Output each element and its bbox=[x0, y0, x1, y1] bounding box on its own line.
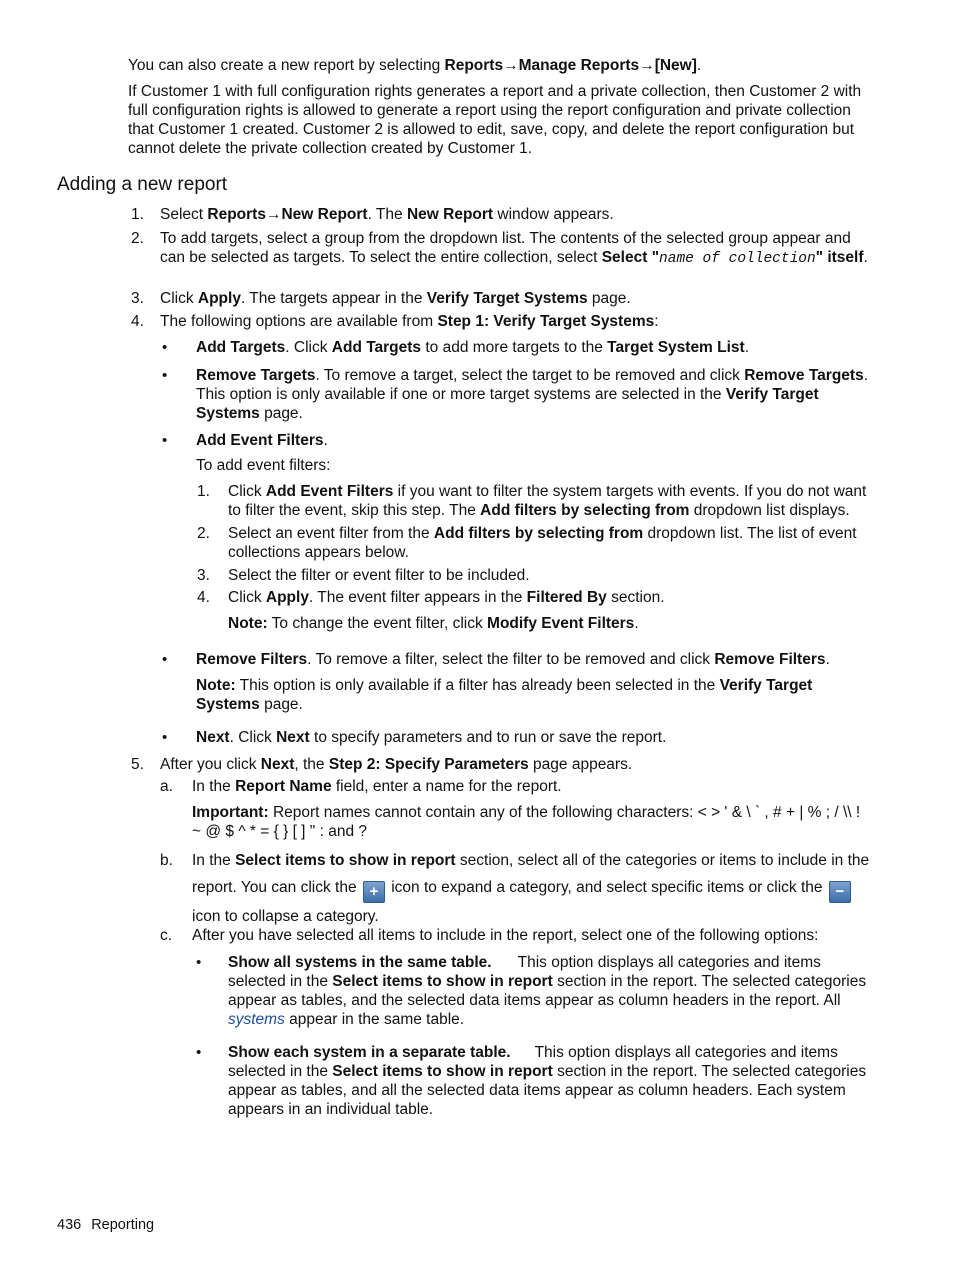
step-5c-label: c. bbox=[160, 927, 173, 944]
step-1-text: Select Reports→New Report. The New Report window appears. bbox=[160, 206, 614, 223]
event-step-1-number: 1. bbox=[197, 483, 210, 500]
event-step-2-number: 2. bbox=[197, 525, 210, 542]
page-number: 436 bbox=[57, 1217, 82, 1233]
intro-paragraph-2: If Customer 1 with full configuration rights generates a report and a private collection, then Customer 2 with full configuration rights is allowed to generate a report using the report configuration and private collection that Customer 1 created. Customer 2 is allowed to edit, save, copy, and delete the report configuration but cannot delete the private collection created by Customer 1. bbox=[128, 83, 862, 157]
bullet-remove-filters: • bbox=[162, 651, 168, 668]
bullet-separate-table: • bbox=[196, 1044, 202, 1061]
option-next: Next. Click Next to specify parameters and to run or save the report. bbox=[196, 729, 667, 746]
event-step-3-number: 3. bbox=[197, 567, 210, 584]
step-5c-text: After you have selected all items to include in the report, select one of the following options: bbox=[192, 927, 819, 944]
step-2-text: To add targets, select a group from the dropdown list. The contents of the selected group appear and can be selected as targets. To select the entire collection, select Select "name of collection" itself. bbox=[160, 230, 868, 267]
step-5b-text: In the Select items to show in report section, select all of the categories or items to include in the report. You can click the + icon to expand a category, and select specific items or click the − icon to collapse a category. bbox=[192, 852, 870, 925]
remove-filters-note: Note: This option is only available if a filter has already been selected in the Verify Target Systems page. bbox=[196, 677, 813, 713]
event-filter-note: Note: To change the event filter, click Modify Event Filters. bbox=[228, 615, 639, 632]
option-add-event-filters: Add Event Filters. bbox=[196, 432, 328, 449]
step-5-number: 5. bbox=[131, 756, 144, 773]
step-5-text: After you click Next, the Step 2: Specify Parameters page appears. bbox=[160, 756, 633, 773]
collapse-minus-icon: − bbox=[829, 881, 851, 903]
event-step-2-text: Select an event filter from the Add filters by selecting from dropdown list. The list of event collections appears below. bbox=[228, 525, 857, 561]
bullet-same-table: • bbox=[196, 954, 202, 971]
option-separate-table: Show each system in a separate table. This option displays all categories and items selected in the Select items to show in report section in the report. The selected categories appear as tables, and all the selected data items appear as column headers. Each system appears in an individual table. bbox=[228, 1044, 867, 1118]
add-event-filters-intro: To add event filters: bbox=[196, 457, 331, 474]
step-4-text: The following options are available from Step 1: Verify Target Systems: bbox=[160, 313, 659, 330]
option-remove-targets: Remove Targets. To remove a target, select the target to be removed and click Remove Targets. This option is only available if one or more target systems are selected in the Verify Target Systems page. bbox=[196, 367, 868, 422]
step-3-text: Click Apply. The targets appear in the Verify Target Systems page. bbox=[160, 290, 631, 307]
event-step-1-text: Click Add Event Filters if you want to filter the system targets with events. If you do not want to filter the event, skip this step. The Add filters by selecting from dropdown list displays. bbox=[228, 483, 867, 519]
bullet-add-event-filters: • bbox=[162, 432, 168, 449]
bullet-remove-targets: • bbox=[162, 367, 168, 384]
report-name-important-note: Important: Report names cannot contain any of the following characters: < > ' & \ ` , # + | % ; / \\ ! ~ @ $ ^ * = { } [ ] " : and ? bbox=[192, 804, 861, 840]
section-heading: Adding a new report bbox=[57, 174, 228, 195]
option-same-table: Show all systems in the same table. This option displays all categories and items selected in the Select items to show in report section in the report. The selected categories appear as tables, and the selected data items appear as column headers in the report. All systems appear in the same table. bbox=[228, 954, 867, 1028]
option-remove-filters: Remove Filters. To remove a filter, select the filter to be removed and click Remove Filters. bbox=[196, 651, 830, 668]
event-step-4-number: 4. bbox=[197, 589, 210, 606]
step-4-number: 4. bbox=[131, 313, 144, 330]
step-3-number: 3. bbox=[131, 290, 144, 307]
option-add-targets: Add Targets. Click Add Targets to add more targets to the Target System List. bbox=[196, 339, 750, 356]
bullet-add-targets: • bbox=[162, 339, 168, 356]
systems-link[interactable]: systems bbox=[228, 1011, 285, 1028]
step-5a-text: In the Report Name field, enter a name for the report. bbox=[192, 778, 562, 795]
step-2-number: 2. bbox=[131, 230, 144, 247]
footer-section-title: Reporting bbox=[91, 1217, 155, 1233]
expand-plus-icon: + bbox=[363, 881, 385, 903]
event-step-3-text: Select the filter or event filter to be included. bbox=[228, 567, 530, 584]
intro-paragraph-1: You can also create a new report by selecting Reports→Manage Reports→[New]. bbox=[128, 57, 702, 74]
bullet-next: • bbox=[162, 729, 168, 746]
event-step-4-text: Click Apply. The event filter appears in the Filtered By section. bbox=[228, 589, 665, 606]
step-1-number: 1. bbox=[131, 206, 144, 223]
step-5a-label: a. bbox=[160, 778, 173, 795]
step-5b-label: b. bbox=[160, 852, 173, 869]
page-footer bbox=[57, 1216, 164, 1234]
